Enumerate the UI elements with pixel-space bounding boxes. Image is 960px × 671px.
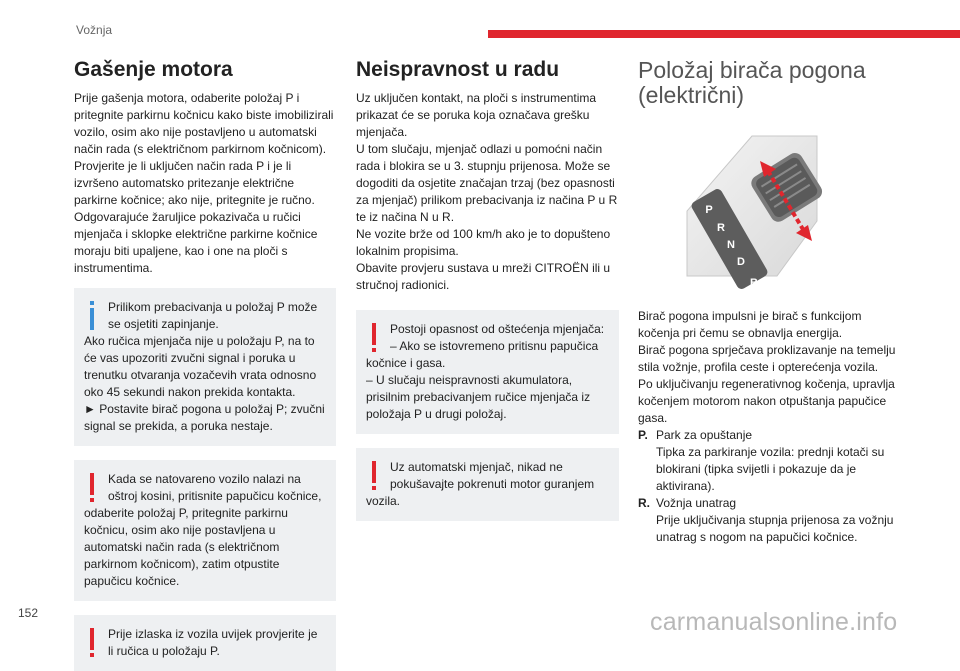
warning-icon xyxy=(84,626,102,660)
warning-text: Uz automatski mjenjač, nikad ne pokušavajte pokrenuti motor guranjem vozila. xyxy=(366,460,595,509)
warning-box xyxy=(74,460,336,601)
warning-text: Prije izlaska iz vozila uvijek provjerite je li ručica u položaju P. xyxy=(108,627,318,659)
selector-paragraph: Po uključivanju regenerativnog kočenja, upravlja kočenjem motorom nakon otpuštanja papučice gasa. xyxy=(638,376,895,425)
selector-label-b: B xyxy=(750,276,758,289)
section-label: Vožnja xyxy=(76,23,113,37)
warning-text: Kada se natovareno vozilo nalazi na oštroj kosini, pritisnite papučicu kočnice, odaberite položaj P, pritegnite parkirnu kočnicu, osim ako nije postavljena u automatski način rada (s električnom parkirnom kočnicom), zatim otpustite papučicu kočnice. xyxy=(84,472,322,589)
info-line: Ako ručica mjenjača nije u položaju P, na to će vas upozoriti zvučni signal i poruka u trenutku otvaranja vozačevih vrata odnosno oko 45 sekundi nakon prekida kontakta. xyxy=(84,334,317,400)
malfunction-paragraph: U tom slučaju, mjenjač odlazi u pomoćni način rada i blokira se u 3. stupnju prijenosa. Može se dogoditi da osjetite značajan trzaj (bez opasnosti za mjenjač) prilikom prebacivanja iz načina P u R te iz načina N u R. xyxy=(356,142,618,225)
definition-title: Vožnja unatrag xyxy=(656,495,737,510)
info-line: ► Postavite birač pogona u položaj P; zvučni signal se prekida, a poruka nestaje. xyxy=(84,402,325,434)
selector-paragraph: Birač pogona sprječava proklizavanje na temelju stila vožnje, profila ceste i opterećenja vozila. xyxy=(638,342,896,374)
warning-box xyxy=(74,615,336,671)
definition-key: P. xyxy=(638,427,648,442)
heading-selector-position: Položaj birača pogona (električni) xyxy=(638,57,866,109)
malfunction-paragraph: Uz uključen kontakt, na ploči s instrumentima prikazat će se poruka koja označava grešku mjenjača. xyxy=(356,91,597,140)
column-malfunction xyxy=(356,58,619,521)
selector-label-p: P xyxy=(705,203,713,216)
info-line: Prilikom prebacivanja u položaj P može se osjetiti zapinjanje. xyxy=(108,300,318,332)
warning-icon xyxy=(366,459,384,493)
definition-text: Prije uključivanja stupnja prijenosa za vožnju unatrag s nogom na papučici kočnice. xyxy=(656,512,894,544)
warning-line: – U slučaju neispravnosti akumulatora, prisilnim prebacivanjem ručice mjenjača iz položaja P u drugi položaj. xyxy=(366,373,591,422)
selector-paragraph: Birač pogona impulsni je birač s funkcijom kočenja pri čemu se obnavlja energija. xyxy=(638,308,862,340)
definition-key: R. xyxy=(638,495,650,510)
selector-label-n: N xyxy=(727,238,735,251)
info-box xyxy=(74,288,336,446)
definition-text: Tipka za parkiranje vozila: prednji kotači su blokirani (tipka svijetli i pokazuje da je aktivirana). xyxy=(656,444,885,493)
malfunction-paragraph: Obavite provjeru sustava u mreži CITROËN ili u stručnoj radionici. xyxy=(356,261,611,293)
heading-malfunction: Neispravnost u radu xyxy=(356,58,560,81)
malfunction-paragraph: Ne vozite brže od 100 km/h ako je to dopušteno lokalnim propisima. xyxy=(356,227,611,259)
definition-title: Park za opuštanje xyxy=(656,427,753,442)
selector-label-d: D xyxy=(737,255,745,268)
heading-engine-shutdown: Gašenje motora xyxy=(74,58,233,81)
column-engine-shutdown xyxy=(74,58,336,671)
column-selector-position xyxy=(638,58,900,546)
warning-line: – Ako se istovremeno pritisnu papučica kočnice i gasa. xyxy=(366,339,599,371)
watermark: carmanualsonline.info xyxy=(650,608,898,636)
header-accent-bar xyxy=(488,30,960,38)
definition-item xyxy=(638,427,900,495)
warning-line: Postoji opasnost od oštećenja mjenjača: xyxy=(390,322,605,337)
definition-item xyxy=(638,495,900,546)
warning-box xyxy=(356,310,619,434)
gear-selector-diagram xyxy=(672,131,822,289)
warning-box xyxy=(356,448,619,521)
page-number: 152 xyxy=(18,606,39,620)
info-icon xyxy=(84,299,102,333)
definition-list xyxy=(638,427,900,546)
engine-shutdown-paragraph: Prije gašenja motora, odaberite položaj P i pritegnite parkirnu kočnicu kako biste imobilizirali vozilo, osim ako nije postavljeno u automatski način rada (s električnom parkirnom kočnicom). Provjerite je li uključen način rada P i je li izvršeno automatsko pritezanje električne parkirne kočnice; ako nije, pritegnite je ručno. Odgovarajuće žaruljice pokazivača u ručici mjenjača i sklopke električne parkirne kočnice moraju biti upaljene, kao i one na ploči s instrumentima. xyxy=(74,91,334,276)
warning-icon xyxy=(84,471,102,505)
selector-label-r: R xyxy=(717,221,725,234)
warning-icon xyxy=(366,321,384,355)
